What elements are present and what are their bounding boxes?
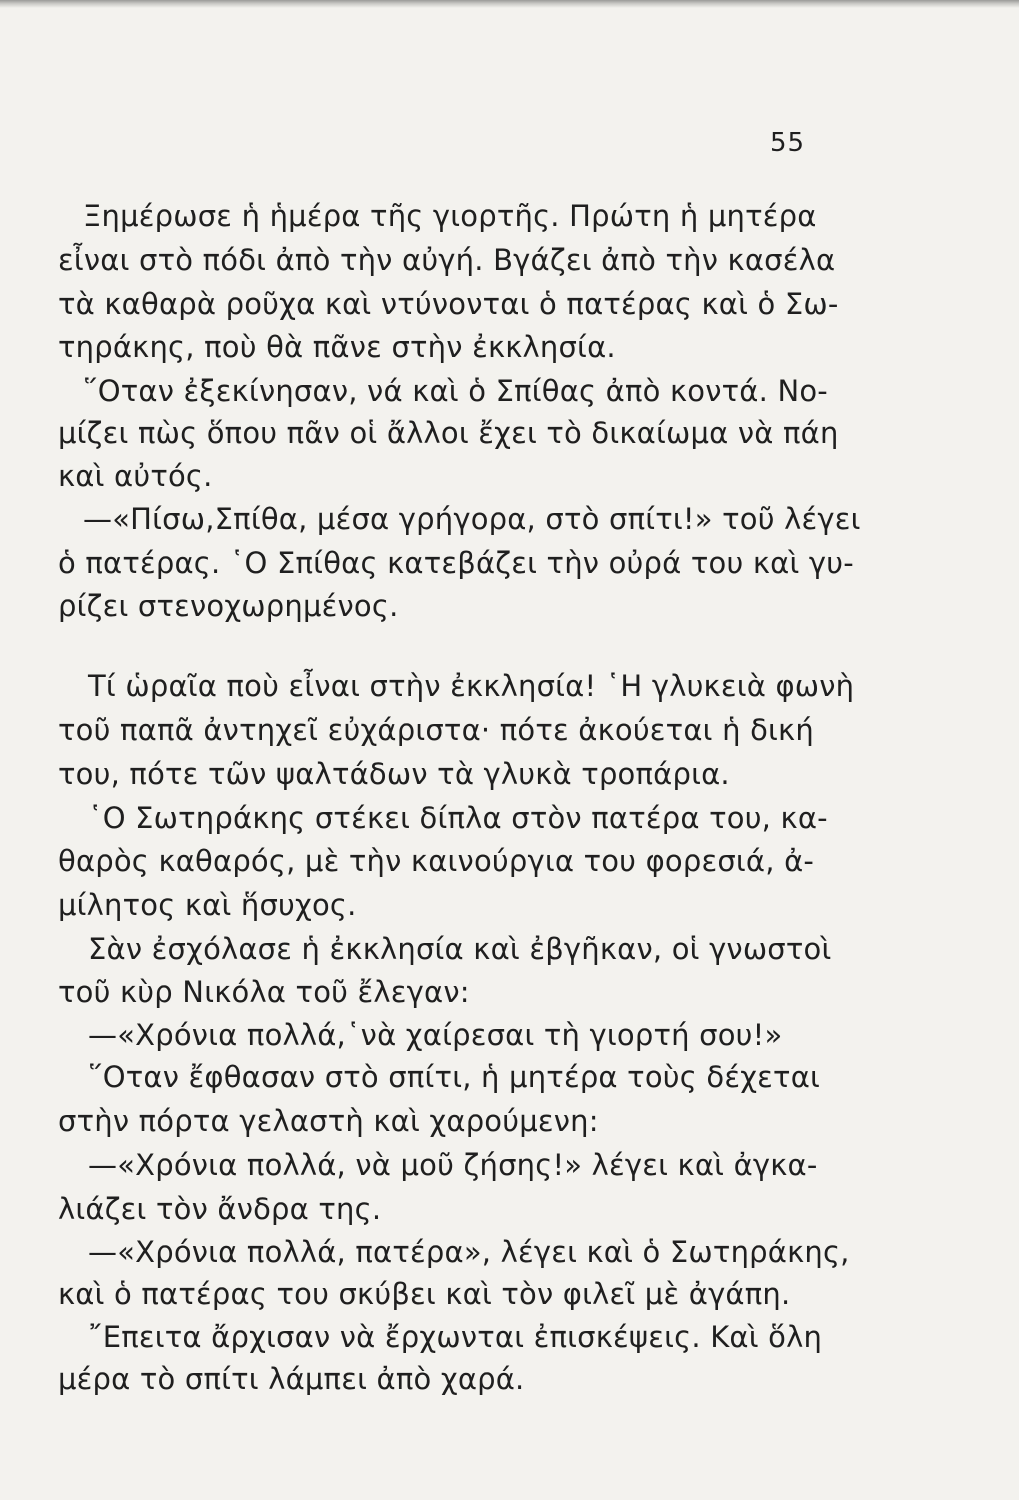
text-line: Τί ὡραῖα ποὺ εἶναι στὴν ἐκκλησία! ῾Η γλυκειὰ φωνὴ [88,669,855,703]
text-line: Σὰν ἐσχόλασε ἡ ἐκκλησία καὶ ἐβγῆκαν, οἱ γνωστοὶ [88,932,832,966]
text-line: τοῦ κὺρ Νικόλα τοῦ ἔλεγαν: [58,975,470,1009]
text-line: —«Πίσω,Σπίθα, μέσα γρήγορα, στὸ σπίτι!» τοῦ λέγει [83,502,861,536]
text-line: —«Χρόνια πολλά, νὰ μοῦ ζήσης!» λέγει καὶ ἀγκα- [88,1148,818,1182]
text-line: —«Χρόνια πολλά, πατέρα», λέγει καὶ ὁ Σωτηράκης, [88,1235,850,1269]
text-line: μίλητος καὶ ἥσυχος. [58,888,357,922]
page-top-edge-shadow [0,0,1019,8]
text-line: μέρα τὸ σπίτι λάμπει ἀπὸ χαρά. [58,1362,525,1396]
text-line: —«Χρόνια πολλά,῾νὰ χαίρεσαι τὴ γιορτή σου!» [88,1018,783,1052]
text-line: ῎Επειτα ἄρχισαν νὰ ἔρχωνται ἐπισκέψεις. Καὶ ὅλη [88,1320,823,1354]
text-line: Ξημέρωσε ἡ ἡμέρα τῆς γιορτῆς. Πρώτη ἡ μητέρα [83,199,817,233]
text-line: καὶ ὁ πατέρας του σκύβει καὶ τὸν φιλεῖ μὲ ἀγάπη. [58,1277,791,1311]
text-line: εἶναι στὸ πόδι ἀπὸ τὴν αὐγή. Βγάζει ἀπὸ τὴν κασέλα [58,243,836,277]
text-line: ῞Οταν ἐξεκίνησαν, νά καὶ ὁ Σπίθας ἀπὸ κοντά. Νο- [83,374,828,408]
text-line: ὁ πατέρας. ῾Ο Σπίθας κατεβάζει τὴν οὐρά του καὶ γυ- [58,546,854,580]
text-line: λιάζει τὸν ἄνδρα της. [58,1192,382,1226]
text-line: ῞Οταν ἔφθασαν στὸ σπίτι, ἡ μητέρα τοὺς δέχεται [88,1060,821,1094]
text-line: στὴν πόρτα γελαστὴ καὶ χαρούμενη: [58,1104,599,1138]
text-line: ρίζει στενοχωρημένος. [58,589,399,623]
text-line: καὶ αὐτός. [58,459,213,493]
text-line: ῾Ο Σωτηράκης στέκει δίπλα στὸν πατέρα του, κα- [88,801,828,835]
text-line: τὰ καθαρὰ ροῦχα καὶ ντύνονται ὁ πατέρας καὶ ὁ Σω- [58,287,839,321]
text-line: τηράκης, ποὺ θὰ πᾶνε στὴν ἐκκλησία. [58,330,616,364]
text-line: θαρὸς καθαρός, μὲ τὴν καινούργια του φορεσιά, ἀ- [58,844,815,878]
page-number: 55 [770,128,806,158]
text-line: του, πότε τῶν ψαλτάδων τὰ γλυκὰ τροπάρια. [58,757,730,791]
text-line: τοῦ παπᾶ ἀντηχεῖ εὐχάριστα· πότε ἀκούεται ἡ δική [58,713,814,747]
text-line: μίζει πὼς ὅπου πᾶν οἱ ἄλλοι ἔχει τὸ δικαίωμα νὰ πάη [58,416,839,450]
